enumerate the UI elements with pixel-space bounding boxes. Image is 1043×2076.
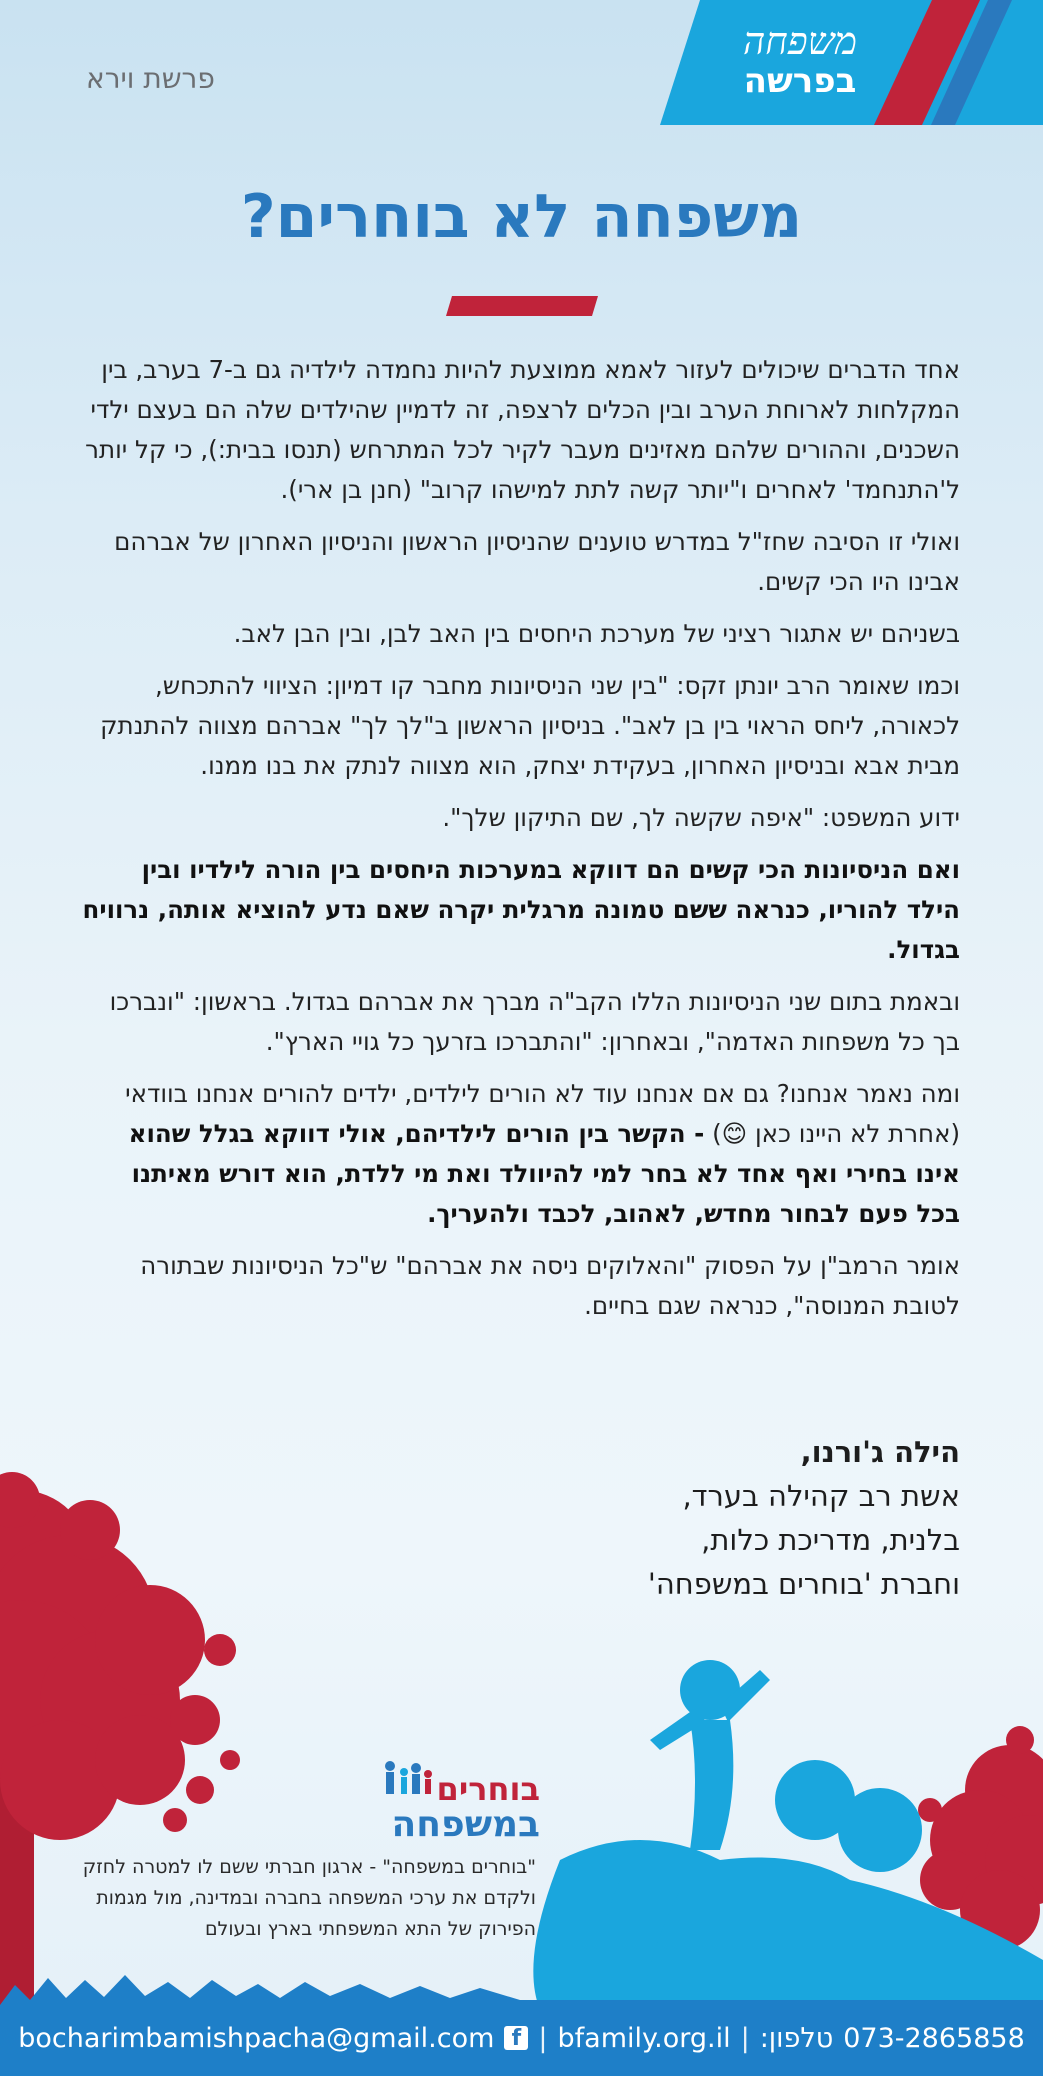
author-name: הילה ג'ורנו, xyxy=(800,1435,960,1469)
org-logo xyxy=(370,1750,540,1845)
bold-text: ואם הניסיונות הכי קשים הם דווקא במערכות היחסים בין הורה לילדיו ובין הילד להוריו, כנראה ששם טמונה מרגלית יקרה שאם נדע להוציא אותה, נרוויח בגדול. xyxy=(82,855,960,964)
page-title: משפחה לא בוחרים? xyxy=(240,182,803,252)
facebook-icon[interactable]: f xyxy=(504,2026,528,2050)
website-link[interactable]: bfamily.org.il xyxy=(557,2022,731,2054)
family-silhouette-logo xyxy=(380,1758,440,1798)
org-logo-line2: במשפחה xyxy=(391,1804,540,1845)
parasha-label: פרשת וירא xyxy=(86,62,215,95)
article-body xyxy=(80,350,960,1338)
article-paragraph: בשניהם יש אתגור רציני של מערכת היחסים בין האב לבן, ובין הבן לאב. xyxy=(233,619,960,648)
phone-label: טלפון: xyxy=(759,2022,834,2054)
author-title-line: וחברת 'בוחרים במשפחה' xyxy=(647,1567,960,1601)
author-title-line: בלנית, מדריכת כלות, xyxy=(701,1523,960,1557)
author-title-line: אשת רב קהילה בערד, xyxy=(682,1479,960,1513)
org-description: "בוחרים במשפחה" - ארגון חברתי ששם לו למטרה לחזק ולקדם את ערכי המשפחה בחברה ובמדינה, מול מגמות הפירוק של התא המשפחתי בארץ ובעולם xyxy=(82,1856,536,1940)
article-paragraph xyxy=(80,1074,960,1234)
article-paragraph: וכמו שאומר הרב יונתן זקס: "בין שני הניסיונות מחבר קו דמיון: הציווי להתכחש, לכאורה, ליחס הראוי בין בן לאב". בניסיון הראשון ב"לך לך" אברהם מצווה להתנתק מבית אבא ובניסיון האחרון, בעקידת יצחק, הוא מצווה לנתק את בנו ממנו. xyxy=(100,671,960,780)
plain-text: ומה נאמר אנחנו? גם אם אנחנו עוד לא הורים לילדים, ילדים להורים אנחנו בוודאי (אחרת לא היינו כאן 😊) xyxy=(125,1079,960,1148)
bold-text: - הקשר בין הורים לילדיהם, אולי דווקא בגלל שהוא אינו בחירי ואף אחד לא בחר למי להיוולד ואת מי ללדת, הוא דורש מאיתנו בכל פעם לבחור מחדש, לאהוב, לכבד ולהעריך. xyxy=(128,1119,960,1228)
article-paragraph: אחד הדברים שיכולים לעזור לאמא ממוצעת להיות נחמדה לילדיה גם ב-7 בערב, בין המקלחות לארוחת הערב ובין הכלים לרצפה, זה לדמיין שהילדים שלה הם בעצם ילדי השכנים, וההורים שלהם מאזינים מעבר לקיר לכל המתרחש (תנסו בבית:), כי קל יותר ל'התנחמד' לאחרים ו"יותר קשה לתת למישהו קרוב" (חנן בן ארי). xyxy=(85,355,960,504)
title-underline xyxy=(446,296,598,316)
org-logo-line1: בוחרים xyxy=(436,1770,540,1808)
article-paragraph: ובאמת בתום שני הניסיונות הללו הקב"ה מברך את אברהם בגדול. בראשון: "ונברכו בך כל משפחות האדמה", ובאחרון: "והתברכו בזרעך כל גויי הארץ". xyxy=(109,987,960,1056)
article-paragraph: ידוע המשפט: "איפה שקשה לך, שם התיקון שלך". xyxy=(442,803,960,832)
article-paragraph: אומר הרמב"ן על הפסוק "והאלוקים ניסה את אברהם" ש"כל הניסיונות שבתורה לטובת המנוסה", כנראה שגם בחיים. xyxy=(140,1251,960,1320)
badge-line1: משפחה xyxy=(742,19,858,63)
phone-number[interactable]: 073-2865858 xyxy=(843,2022,1025,2054)
badge-line2: בפרשה xyxy=(743,61,857,101)
author-signature xyxy=(500,1430,960,1606)
article-paragraph: ואולי זו הסיבה שחז"ל במדרש טוענים שהניסיון הראשון והניסיון האחרון של אברהם אבינו היו הכי קשים. xyxy=(114,527,960,596)
header-badge-logo xyxy=(700,19,900,102)
footer-separator: | xyxy=(538,2022,548,2054)
article-paragraph-bold xyxy=(80,850,960,970)
footer-separator: | xyxy=(740,2022,750,2054)
footer-contact xyxy=(0,2000,1043,2076)
email-link[interactable]: bocharimbamishpacha@gmail.com xyxy=(18,2022,495,2054)
